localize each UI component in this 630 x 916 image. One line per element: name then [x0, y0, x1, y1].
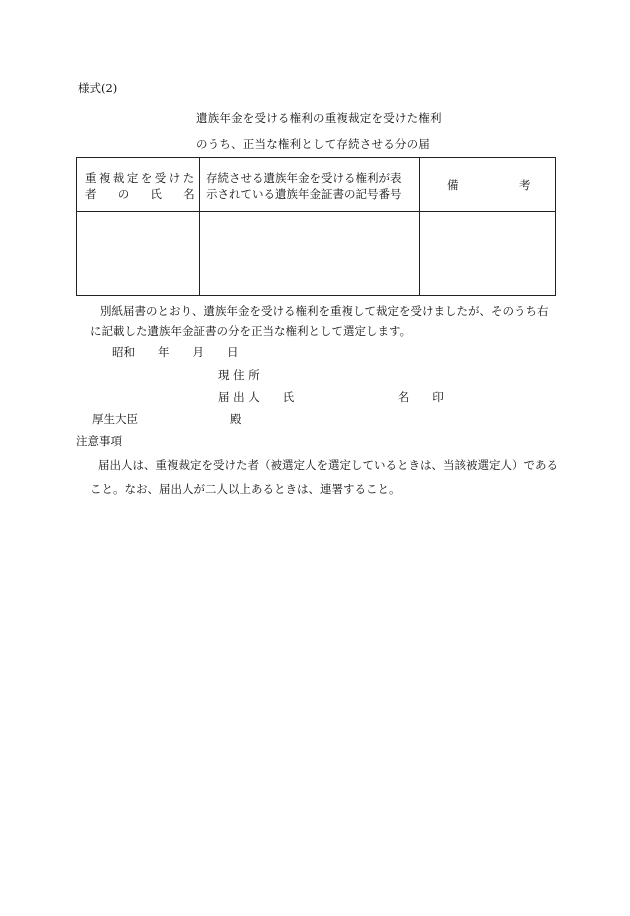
remarks-entry-cell[interactable]	[420, 212, 555, 295]
document-title-line-2: のうち、正当な権利として存続させる分の届	[196, 137, 430, 151]
header-duplicate-recipient-line-2: 者 の 氏 名	[85, 187, 194, 201]
note-text-line-1: 届出人は、重複裁定を受けた者（被選定人を選定しているときは、当該被選定人）である	[98, 458, 558, 472]
address-label: 現 住 所	[218, 368, 260, 382]
header-remarks-char-1: 備	[447, 178, 459, 192]
header-certificate-number-line-2: 示されている遺族年金証書の記号番号	[206, 187, 402, 201]
form-label: 様式(2)	[78, 81, 118, 95]
body-text-line-1: 別紙届書のとおり、遺族年金を受ける権利を重複して裁定を受けましたが、そのうち右	[100, 304, 549, 318]
note-text-line-2: こと。なお、届出人が二人以上あるときは、連署すること。	[90, 482, 401, 496]
document-title-line-1: 遺族年金を受ける権利の重複裁定を受けた権利	[196, 111, 442, 125]
date-line: 昭和 年 月 日	[112, 345, 239, 359]
applicant-signature-line: 届 出 人 氏 名 印	[218, 390, 444, 404]
header-certificate-number-line-1: 存続させる遺族年金を受ける権利が表	[206, 171, 402, 185]
certificate-number-entry-cell[interactable]	[200, 212, 418, 295]
body-text-line-2: に記載した遺族年金証書の分を正当な権利として選定します。	[90, 324, 412, 338]
header-remarks-char-2: 考	[519, 178, 531, 192]
addressee-minister: 厚生大臣 殿	[92, 412, 242, 426]
header-duplicate-recipient-line-1: 重 複 裁 定 を 受 け た	[85, 171, 194, 185]
declaration-table	[76, 157, 556, 296]
notes-heading: 注意事項	[76, 434, 122, 448]
name-entry-cell[interactable]	[78, 212, 198, 295]
